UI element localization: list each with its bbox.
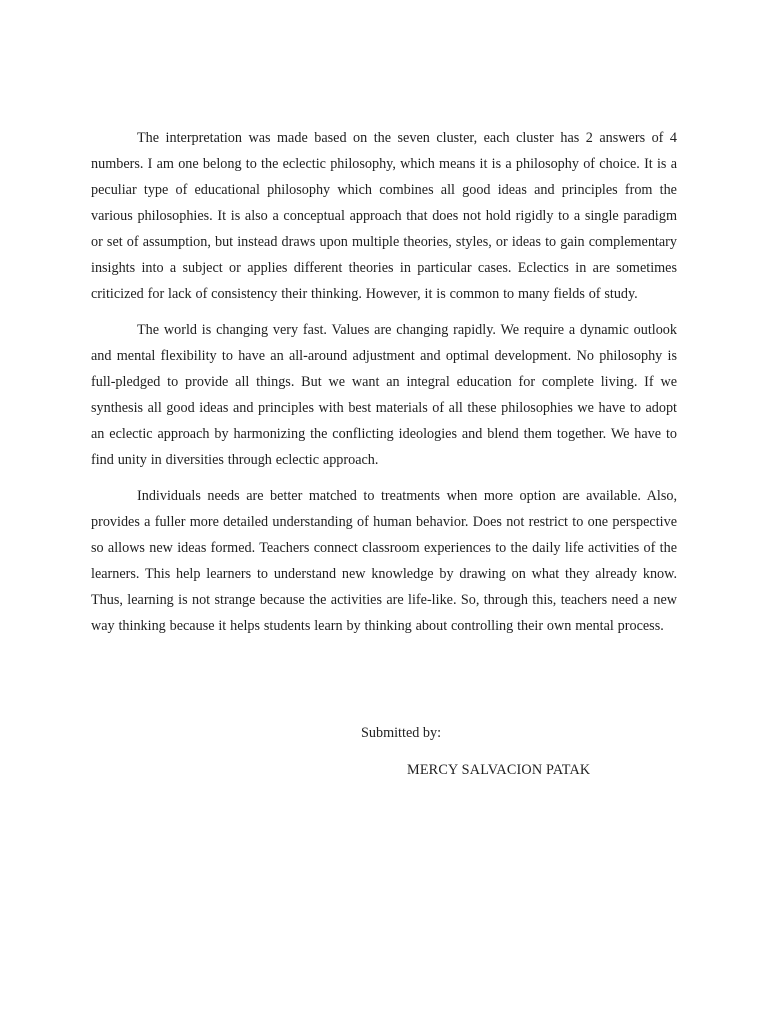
submitted-by-label: Submitted by: bbox=[361, 725, 442, 741]
paragraph-3: Individuals needs are better matched to treatments when more option are available. Also, provides a fuller more detailed understanding of human behavior. Does not restrict to one perspective so allows new ideas formed. Teachers connect classroom experiences to the daily life activities of the learners. This help learners to understand new knowledge by drawing on what they already know. Thus, learning is not strange because the activities are life-like. So, through this, teachers need a new way thinking because it helps students learn by thinking about controlling their own mental process. bbox=[91, 488, 677, 634]
author-name: MERCY SALVACION PATAK bbox=[407, 762, 591, 778]
paragraph-1: The interpretation was made based on the seven cluster, each cluster has 2 answers of 4 numbers. I am one belong to the eclectic philosophy, which means it is a philosophy of choice. It is a peculiar type of educational philosophy which combines all good ideas and principles from the various philosophies. It is also a conceptual approach that does not hold rigidly to a single paradigm or set of assumption, but instead draws upon multiple theories, styles, or ideas to gain complementary insights into a subject or applies different theories in particular cases. Eclectics in are sometimes criticized for lack of consistency their thinking. However, it is common to many fields of study. bbox=[91, 130, 677, 302]
document-body bbox=[91, 125, 677, 649]
paragraph-2: The world is changing very fast. Values are changing rapidly. We require a dynamic outlook and mental flexibility to have an all-around adjustment and optimal development. No philosophy is full-pledged to provide all things. But we want an integral education for complete living. If we synthesis all good ideas and principles with best materials of all these philosophies we have to adopt an eclectic approach by harmonizing the conflicting ideologies and blend them together. We have to find unity in diversities through eclectic approach. bbox=[91, 322, 677, 468]
